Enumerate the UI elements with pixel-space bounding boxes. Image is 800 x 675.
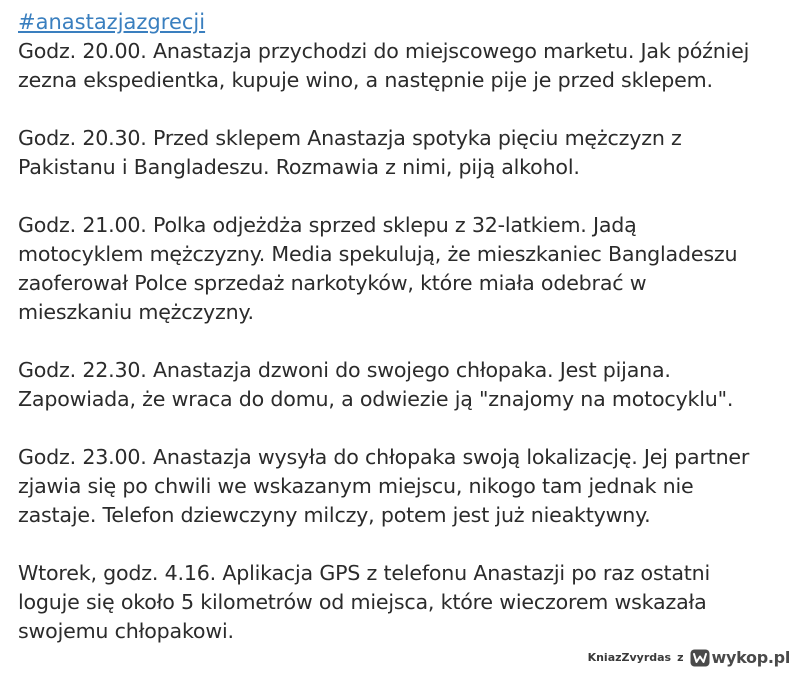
wykop-logo-icon bbox=[690, 649, 710, 667]
paragraph-4-line-1: Godz. 22.30. Anastazja dzwoni do swojego chłopaka. Jest pijana. bbox=[18, 358, 671, 382]
paragraph-5-line-3: zastaje. Telefon dziewczyny milczy, potem jest już nieaktywny. bbox=[18, 503, 651, 527]
paragraph-3-line-3: zaoferował Polce sprzedaż narkotyków, które miała odebrać w bbox=[18, 271, 647, 295]
paragraph-6-line-2: loguje się około 5 kilometrów od miejsca, które wieczorem wskazała bbox=[18, 590, 707, 614]
paragraph-1-line-1: Godz. 20.00. Anastazja przychodzi do miejscowego marketu. Jak później bbox=[18, 39, 750, 63]
paragraph-6-line-1: Wtorek, godz. 4.16. Aplikacja GPS z telefonu Anastazji po raz ostatni bbox=[18, 561, 711, 585]
paragraph-3 bbox=[18, 211, 788, 327]
paragraph-5-line-2: zjawia się po chwili we wskazanym miejscu, nikogo tam jednak nie bbox=[18, 474, 694, 498]
paragraph-4-line-2: Zapowiada, że wraca do domu, a odwiezie ją "znajomy na motocyklu". bbox=[18, 387, 734, 411]
author-name: KniazZvyrdas bbox=[587, 651, 672, 664]
paragraph-2-line-2: Pakistanu i Bangladeszu. Rozmawia z nimi, piją alkohol. bbox=[18, 155, 580, 179]
paragraph-3-line-4: mieszkaniu mężczyzny. bbox=[18, 300, 254, 324]
timeline-paragraphs bbox=[18, 37, 788, 646]
paragraph-4 bbox=[18, 356, 788, 414]
paragraph-2-line-1: Godz. 20.30. Przed sklepem Anastazja spotyka pięciu mężczyzn z bbox=[18, 126, 682, 150]
paragraph-5 bbox=[18, 443, 788, 530]
paragraph-3-line-2: motocyklem mężczyzny. Media spekulują, że mieszkaniec Bangladeszu bbox=[18, 242, 738, 266]
watermark-footer bbox=[588, 648, 790, 667]
paragraph-2 bbox=[18, 124, 788, 182]
wykop-logo-text: wykop.pl bbox=[711, 648, 790, 667]
paragraph-1-line-2: zezna ekspedientka, kupuje wino, a następnie pije je przed sklepem. bbox=[18, 68, 713, 92]
paragraph-3-line-1: Godz. 21.00. Polka odjeżdża sprzed sklepu z 32-latkiem. Jadą bbox=[18, 213, 637, 237]
wykop-logo bbox=[690, 648, 790, 667]
paragraph-5-line-1: Godz. 23.00. Anastazja wysyła do chłopaka swoją lokalizację. Jej partner bbox=[18, 445, 750, 469]
paragraph-1 bbox=[18, 37, 788, 95]
post-content bbox=[18, 8, 788, 675]
paragraph-6-line-3: swojemu chłopakowi. bbox=[18, 619, 234, 643]
paragraph-6 bbox=[18, 559, 788, 646]
author-separator: z bbox=[677, 651, 684, 664]
hashtag-link[interactable]: #anastazjazgrecji bbox=[18, 10, 206, 34]
